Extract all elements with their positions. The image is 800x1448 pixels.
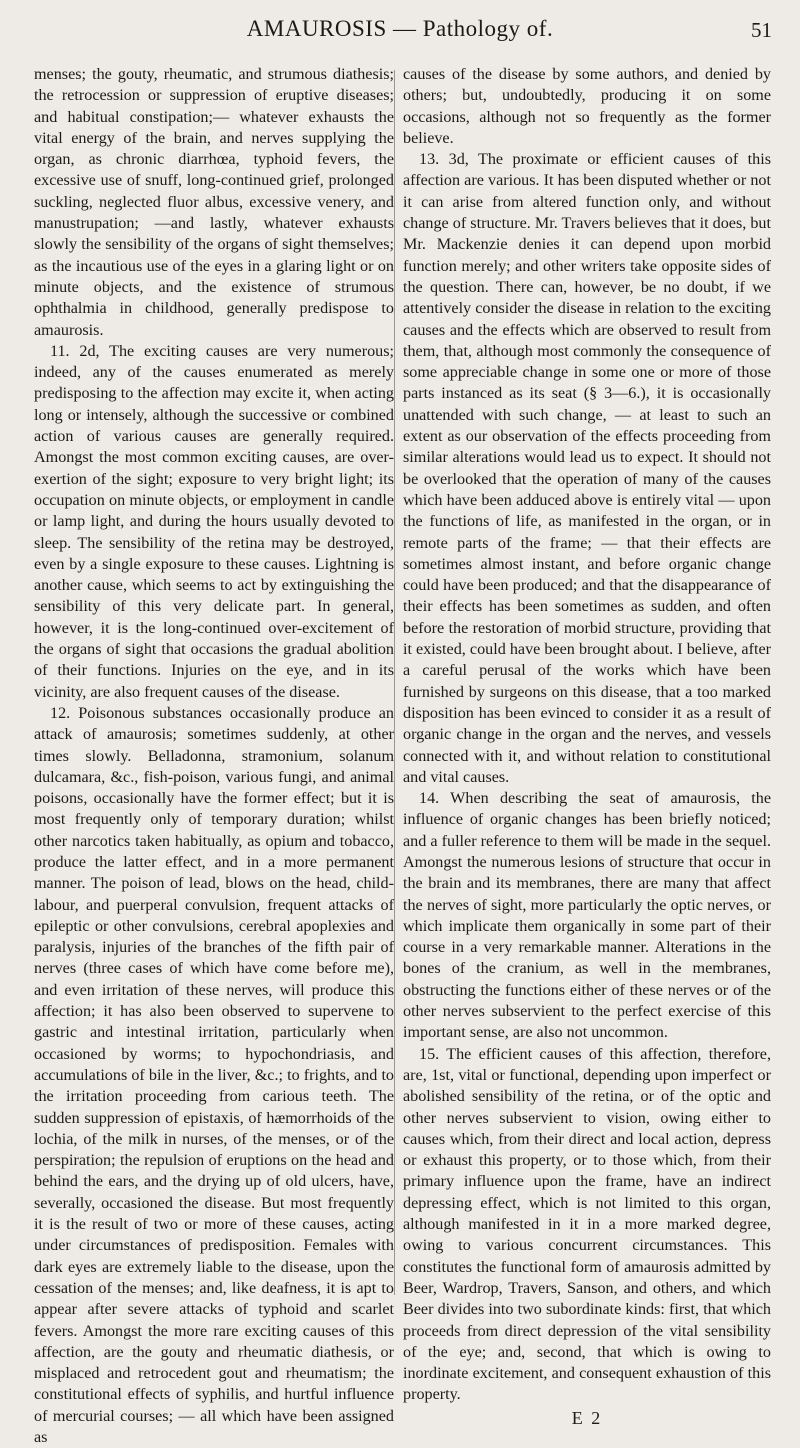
paragraph: 15. The efficient causes of this affection, therefore, are, 1st, vital or functional, depending upon imperfect or abolished sensibility of the retina, or of the optic and other nerves subservient to vision, owing either to causes which, from their direct and local action, depress or exhaust this property, or to those which, from their primary influence upon the frame, have an indirect depressing effect, which is not limited to this organ, although manifested in it in a more marked degree, owing to various concurrent circumstances. This constitutes the functional form of amaurosis admitted by Beer, Wardrop, Travers, Sanson, and others, and which Beer divides into two subordinate kinds: first, that which proceeds from direct depression of the vital sensibility of the eye; and, second, that which is owing to inordinate excitement, and consequent exhaustion of this property. bbox=[403, 1045, 771, 1404]
left-column bbox=[34, 64, 394, 1448]
paragraph: 11. 2d, The exciting causes are very numerous; indeed, any of the causes enumerated as merely predisposing to the affection may excite it, when acting long or intensely, although the successive or combined action of various causes are generally required. Amongst the most common exciting causes, are over-exertion of the sight; exposure to very bright light; its occupation on minute objects, or employment in candle or lamp light, and during the hours usually devoted to sleep. The sensibility of the retina may be destroyed, even by a single exposure to these causes. Lightning is another cause, which seems to act by extinguishing the sensibility of this very delicate part. In general, however, it is the long-continued over-excitement of the organs of sight that occasions the gradual abolition of their functions. Injuries on the eye, and in its vicinity, are also frequent causes of the disease. bbox=[34, 342, 394, 701]
running-head: AMAUROSIS — Pathology of. bbox=[246, 16, 554, 41]
page-number: 51 bbox=[751, 18, 772, 42]
paragraph: 13. 3d, The proximate or efficient causes of this affection are various. It has been disputed whether or not it can arise from altered function only, and without change of structure. Mr. Travers believes that it does, but Mr. Mackenzie denies it can depend upon morbid function merely; and other writers take opposite sides of the question. There can, however, be no doubt, if we attentively consider the disease in relation to the exciting causes and the effects which are observed to result from them, that, although most commonly the consequence of some appreciable change in some one or more of those parts instanced as its seat (§ 3—6.), it is occasionally unattended with such change, — at least to such an extent as our observation of the effects proceeding from similar alterations would lead us to expect. It should not be overlooked that the operation of many of the causes which have been adduced above is entirely vital — upon the functions of life, as manifested in the organ, or in remote parts of the frame; — that their effects are sometimes almost instant, and before organic change could have been produced; and that the disappearance of their effects has been sometimes as sudden, and often before the restoration of morbid structure, providing that it existed, could have been brought about. I believe, after a careful perusal of the works which have been furnished by surgeons on this disease, that a too marked disposition has been evinced to consider it as a result of organic change in the organ and the nerves, and vessels connected with it, and without relation to constitutional and vital causes. bbox=[403, 151, 771, 786]
paragraph: menses; the gouty, rheumatic, and strumous diathesis; the retrocession or suppression of eruptive diseases; and habitual constipation;— whatever exhausts the vital energy of the brain, and nerves supplying the organ, as chronic diarrhœa, typhoid fevers, the excessive use of snuff, long-continued grief, prolonged suckling, neglected fluor albus, excessive venery, and manustrupation; —and lastly, whatever exhausts slowly the sensibility of the organs of sight themselves; as the incautious use of the eyes in a glaring light or on minute objects, and the existence of strumous ophthalmia in childhood, generally predispose to amaurosis. bbox=[34, 66, 394, 339]
right-column bbox=[403, 64, 771, 1429]
paragraph: 14. When describing the seat of amaurosis, the influence of organic changes has been briefly noticed; and a fuller reference to them will be made in the sequel. Amongst the numerous lesions of structure that occur in the brain and its membranes, there are many that affect the nerves of sight, more particularly the optic nerves, or which implicate them organically in some part of their course in a very remarkable manner. Alterations in the bones of the cranium, as well in the membranes, obstructing the functions either of these nerves or of the other nerves subservient to the perfect exercise of this important sense, are also not uncommon. bbox=[403, 790, 771, 1042]
column-divider bbox=[394, 70, 395, 1295]
signature-mark: E 2 bbox=[571, 1407, 603, 1428]
paragraph: causes of the disease by some authors, and denied by others; but, undoubtedly, producing it on some occasions, although not so frequently as the former believe. bbox=[403, 66, 771, 147]
page-header bbox=[0, 16, 800, 56]
paragraph: 12. Poisonous substances occasionally produce an attack of amaurosis; sometimes suddenly, at other times slowly. Belladonna, stramonium, solanum dulcamara, &c., fish-poison, various fungi, and animal poisons, occasionally have the former effect; but it is most frequently only of temporary duration; whilst other narcotics taken habitually, as opium and tobacco, produce the latter effect, and in a more permanent manner. The poison of lead, blows on the head, child-labour, and puerperal convulsion, frequent attacks of epileptic or other convulsions, cerebral apoplexies and paralysis, injuries of the branches of the fifth pair of nerves (three cases of which have come before me), and even irritation of these nerves, will produce this affection; it has also been observed to supervene to gastric and intestinal irritation, particularly when occasioned by worms; to hypochondriasis, and accumulations of bile in the liver, &c.; to frights, and to the irritation proceeding from carious teeth. The sudden suppression of epistaxis, of hæmorrhoids of the lochia, of the milk in nurses, of the menses, or of the perspiration; the repulsion of eruptions on the head and behind the ears, and the drying up of old ulcers, have, severally, occasioned the disease. But most frequently it is the result of two or more of these causes, acting under circumstances of predisposition. Females with dark eyes are extremely liable to the disease, upon the cessation of the menses; and, like deafness, it is apt to appear after severe attacks of typhoid and scarlet fevers. Amongst the more rare exciting causes of this affection, are the gouty and rheumatic diathesis, or misplaced and retrocedent gout and rheumatism; the constitutional effects of syphilis, and hurtful influence of mercurial courses; — all which have been assigned as bbox=[34, 704, 394, 1446]
